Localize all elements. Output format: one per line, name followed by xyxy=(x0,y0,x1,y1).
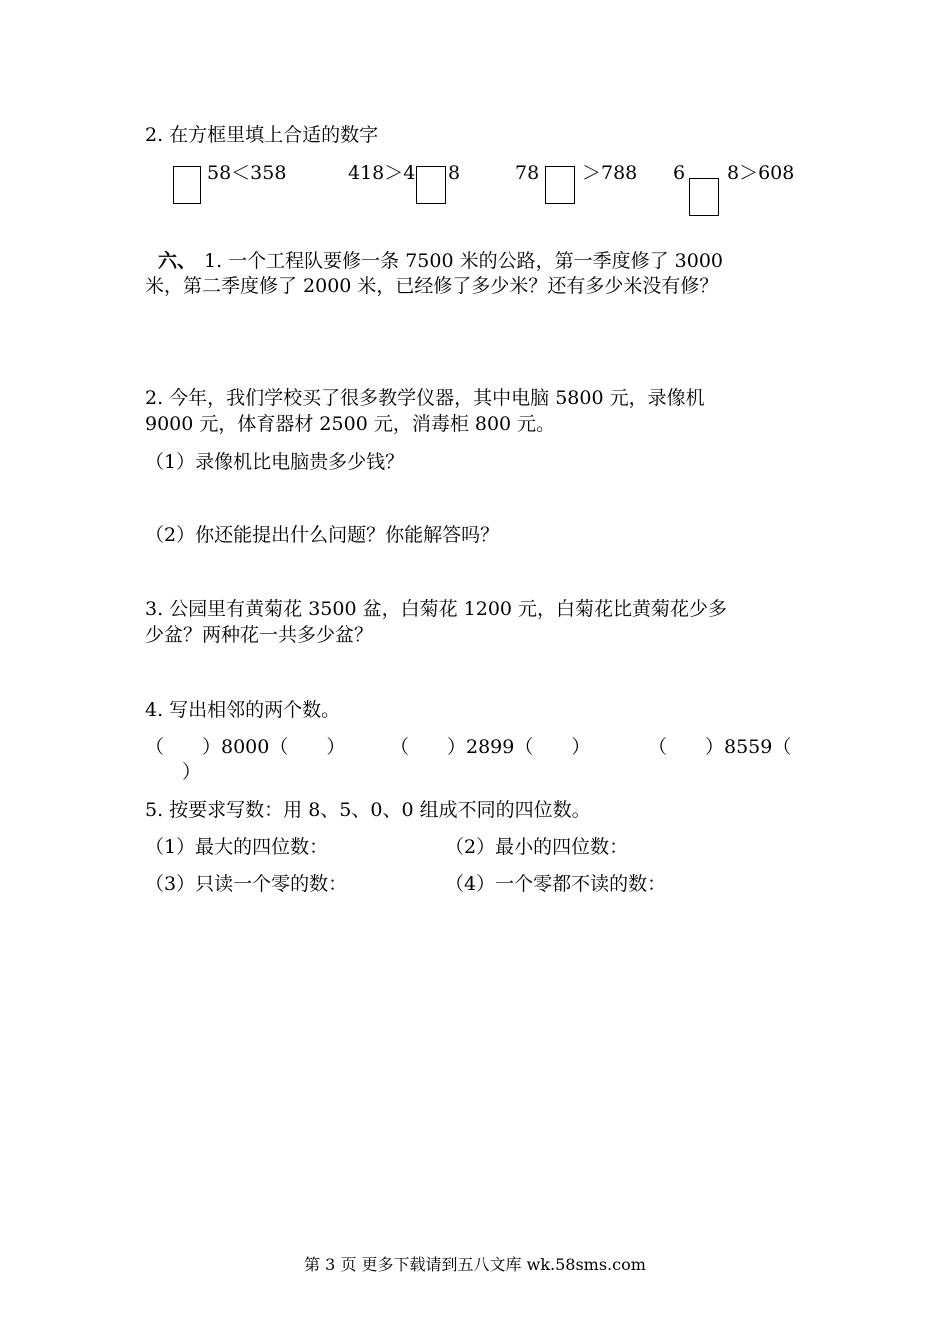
answer-box-1[interactable] xyxy=(173,166,201,204)
q2-fill-title: 2. 在方框里填上合适的数字 xyxy=(145,124,379,146)
s6-q4-title: 4. 写出相邻的两个数。 xyxy=(145,699,341,721)
s6-q5-title: 5. 按要求写数：用 8、5、0、0 组成不同的四位数。 xyxy=(145,799,591,821)
q2-item-3-after: ＞788 xyxy=(582,162,638,184)
page-footer: 第 3 页 更多下载请到五八文库 wk.58sms.com xyxy=(304,1255,646,1274)
s6-q5-sub4: （4）一个零都不读的数： xyxy=(445,873,667,895)
s6-q5-sub2: （2）最小的四位数： xyxy=(445,836,629,858)
s6-q1-line1: 1. 一个工程队要修一条 7500 米的公路，第一季度修了 3000 xyxy=(204,250,723,272)
q2-item-4-after: 8＞608 xyxy=(727,162,795,184)
s6-q5-sub3: （3）只读一个零的数： xyxy=(145,873,348,895)
s6-q5-sub1: （1）最大的四位数： xyxy=(145,836,329,858)
answer-box-3[interactable] xyxy=(545,166,575,204)
s6-q2-line2: 9000 元，体育器材 2500 元，消毒柜 800 元。 xyxy=(145,413,556,435)
s6-q2-line1: 2. 今年，我们学校买了很多教学仪器，其中电脑 5800 元，录像机 xyxy=(145,387,705,409)
s6-q4-group3-wrap: ） xyxy=(182,761,202,783)
answer-box-2[interactable] xyxy=(416,166,446,204)
q2-item-4-before: 6 xyxy=(673,162,686,184)
s6-q2-sub1: （1）录像机比电脑贵多少钱？ xyxy=(145,451,405,473)
s6-q2-sub2: （2）你还能提出什么问题？你能解答吗？ xyxy=(145,524,500,546)
s6-q1-line2: 米，第二季度修了 2000 米，已经修了多少米？还有多少米没有修？ xyxy=(145,275,719,297)
s6-q4-group2: （ ）2899（ ） xyxy=(390,736,591,758)
answer-box-4[interactable] xyxy=(689,178,719,216)
q2-item-1-after: 58＜358 xyxy=(207,162,287,184)
s6-q4-group1: （ ）8000（ ） xyxy=(145,736,346,758)
s6-q3-line2: 少盆？两种花一共多少盆？ xyxy=(145,624,374,646)
s6-q4-group3: （ ）8559（ xyxy=(648,736,792,758)
section-6-heading: 六、 xyxy=(158,250,197,272)
q2-item-2-before: 418＞4 xyxy=(348,162,416,184)
s6-q3-line1: 3. 公园里有黄菊花 3500 盆，白菊花 1200 元，白菊花比黄菊花少多 xyxy=(145,598,728,620)
q2-item-3-before: 78 xyxy=(515,162,540,184)
q2-item-2-after: 8 xyxy=(448,162,461,184)
